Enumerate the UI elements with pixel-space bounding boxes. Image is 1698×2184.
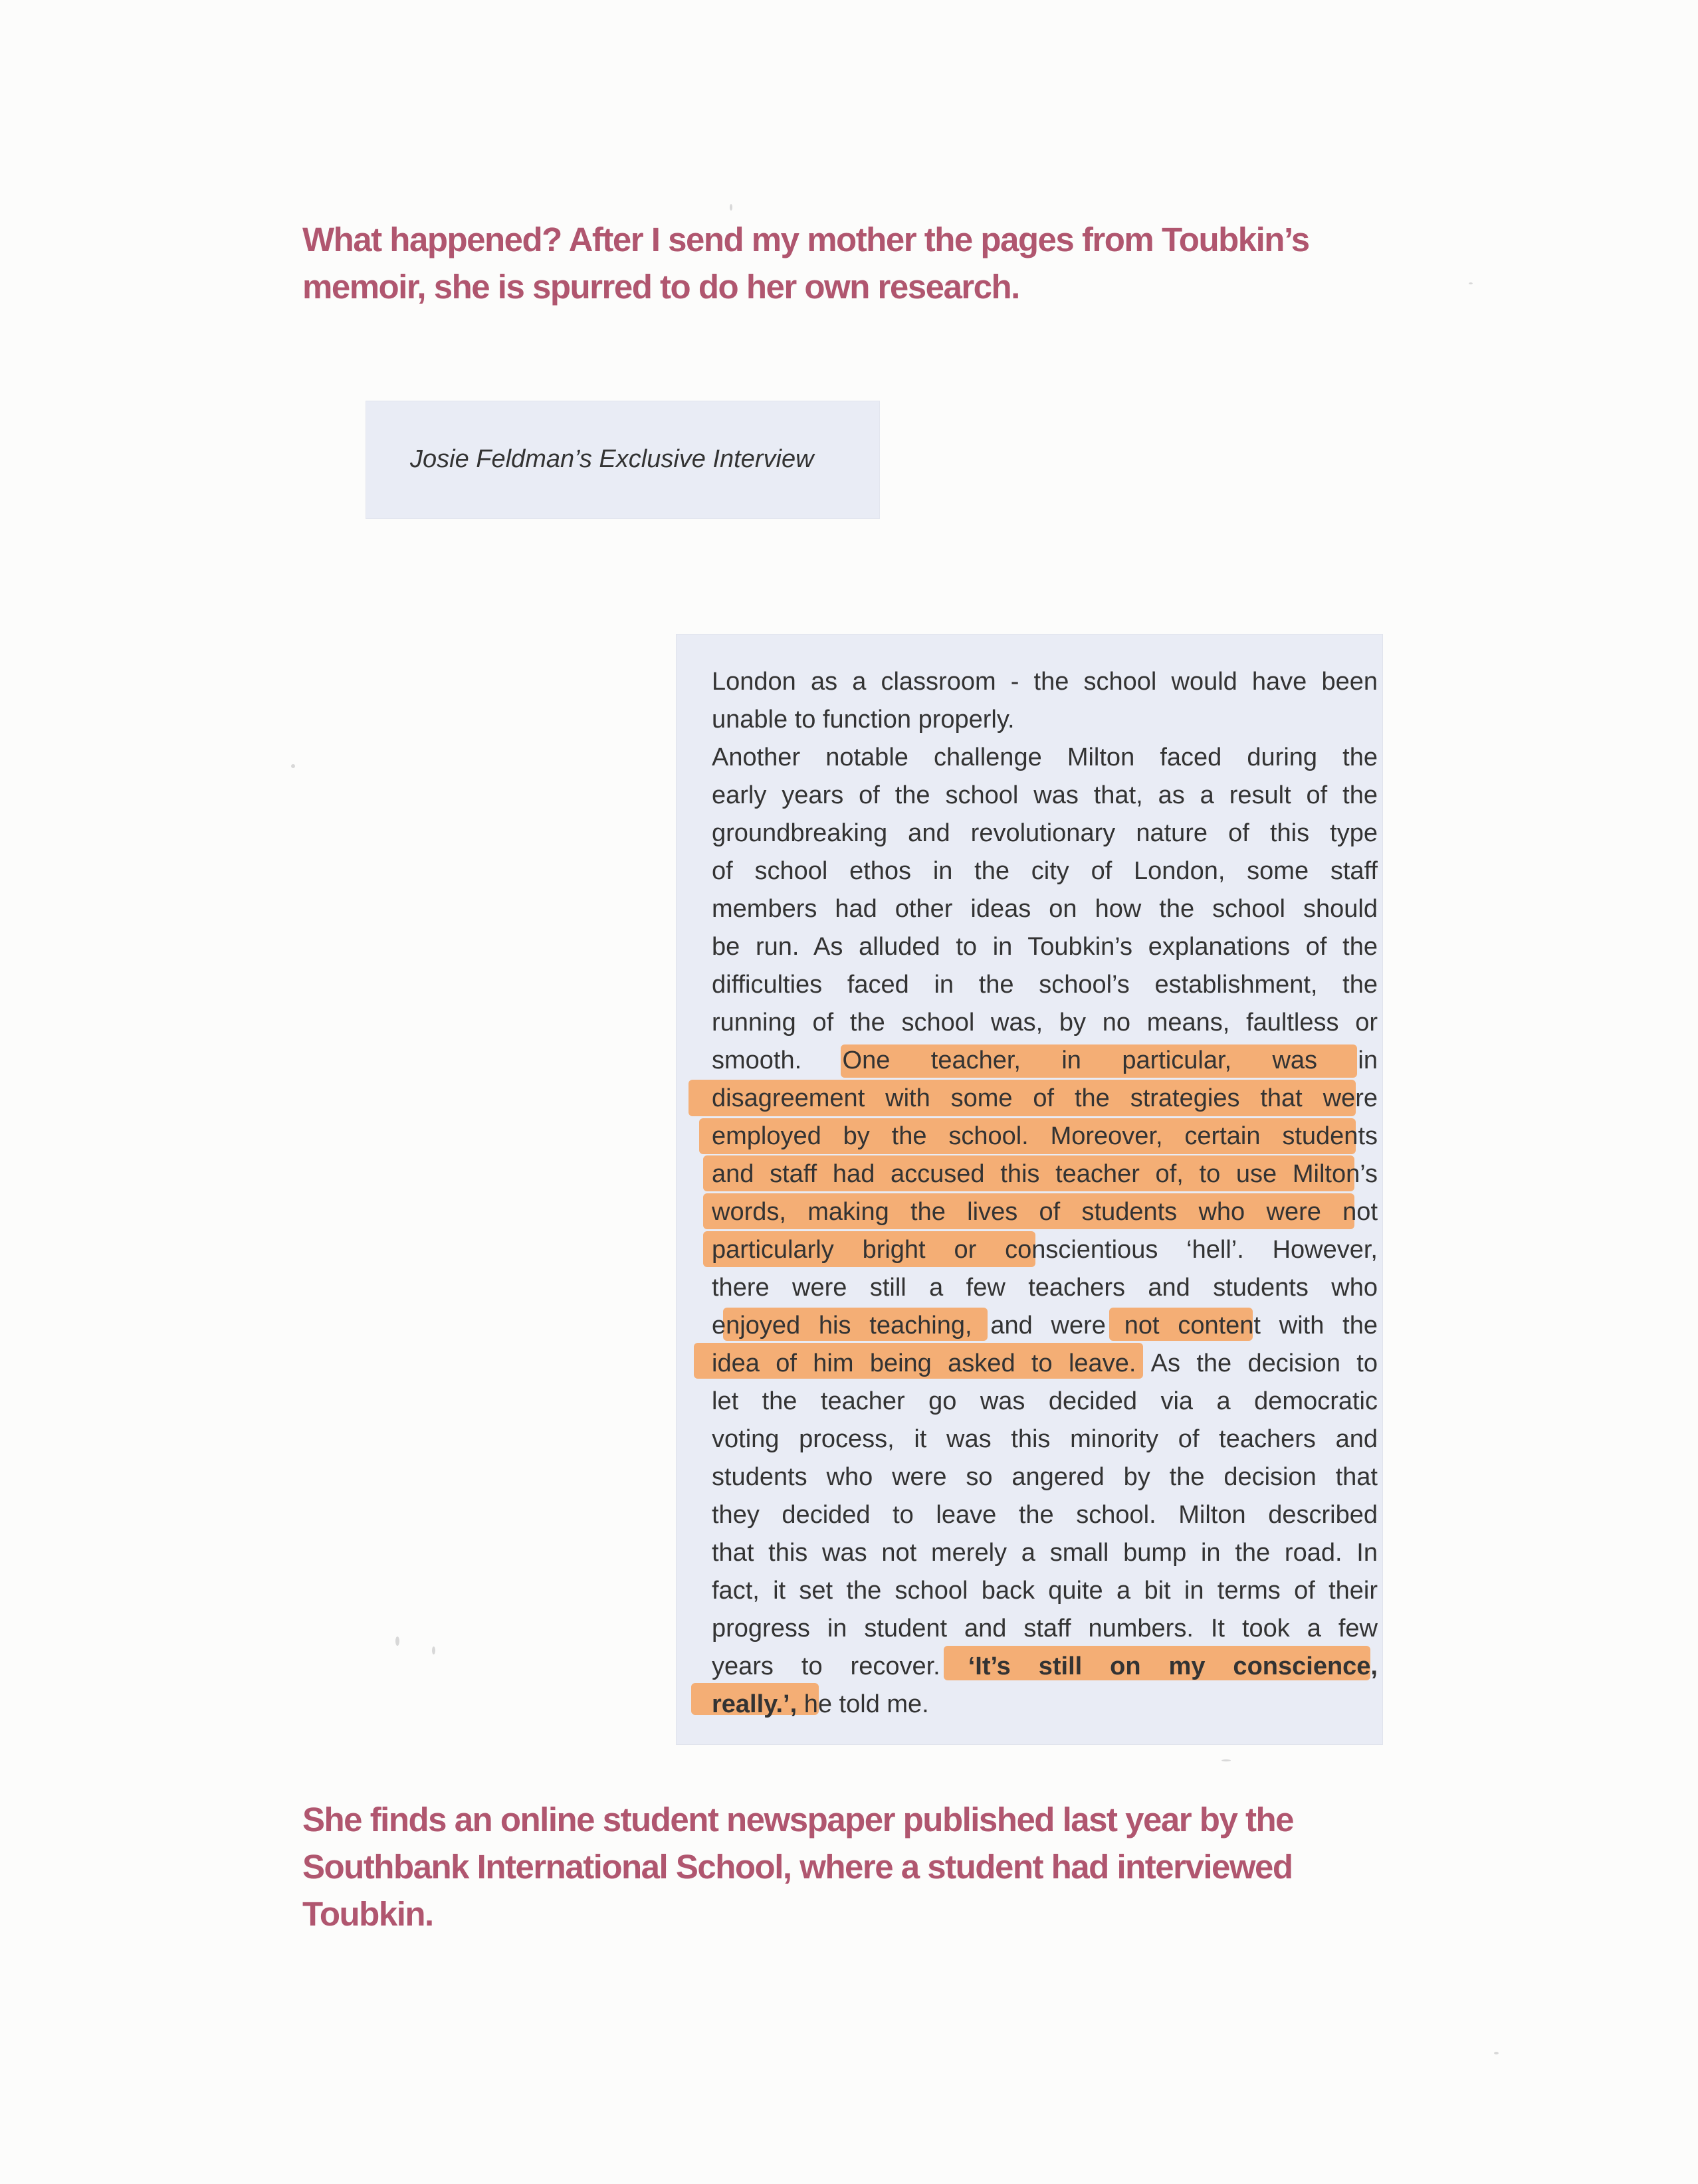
article-line: students who were so angered by the decision that xyxy=(712,1463,1378,1491)
intro-heading xyxy=(302,216,1309,310)
article-line: groundbreaking and revolutionary nature of this type xyxy=(712,819,1378,847)
article-clipping xyxy=(677,635,1382,1744)
article-line: that this was not merely a small bump in the road. In xyxy=(712,1539,1378,1567)
article-line: difficulties faced in the school’s establishment, the xyxy=(712,971,1378,999)
article-line: voting process, it was this minority of teachers and xyxy=(712,1425,1378,1453)
article-line: Another notable challenge Milton faced during the xyxy=(712,744,1378,771)
article-line: of school ethos in the city of London, some staff xyxy=(712,857,1378,885)
paper-speck xyxy=(1494,2052,1499,2054)
paper-speck xyxy=(1469,282,1473,284)
follow-up-heading xyxy=(302,1796,1293,1937)
paper-speck xyxy=(730,204,732,211)
article-line: employed by the school. Moreover, certain students xyxy=(712,1122,1378,1150)
article-line: there were still a few teachers and students who xyxy=(712,1274,1378,1302)
article-closing: he told me. xyxy=(797,1690,929,1718)
article-line: be run. As alluded to in Toubkin’s explanations of the xyxy=(712,933,1378,961)
article-line: let the teacher go was decided via a democratic xyxy=(712,1387,1378,1415)
article-line: progress in student and staff numbers. It took a few xyxy=(712,1615,1378,1642)
paper-speck xyxy=(395,1637,399,1646)
article-line: London as a classroom - the school would have been xyxy=(712,668,1378,696)
intro-heading-line: memoir, she is spurred to do her own research. xyxy=(302,268,1019,306)
article-line: early years of the school was that, as a result of the xyxy=(712,781,1378,809)
follow-up-heading-line: Southbank International School, where a student had interviewed xyxy=(302,1848,1293,1886)
highlighted-quote-end: really.’, xyxy=(712,1690,797,1718)
follow-up-heading-line: She finds an online student newspaper published last year by the xyxy=(302,1801,1293,1838)
article-line: running of the school was, by no means, faultless or xyxy=(712,1009,1378,1037)
paper-speck xyxy=(291,764,295,768)
clipping-title-text: Josie Feldman’s Exclusive Interview xyxy=(410,445,814,473)
article-line xyxy=(712,1648,1378,1686)
paper-speck xyxy=(1221,1759,1231,1761)
highlighted-quote: ‘It’s still on my conscience, xyxy=(968,1652,1378,1680)
paper-speck xyxy=(432,1646,435,1654)
article-line: and staff had accused this teacher of, to use Milton’s xyxy=(712,1160,1378,1188)
article-line: fact, it set the school back quite a bit in terms of their xyxy=(712,1577,1378,1605)
article-line: words, making the lives of students who were not xyxy=(712,1198,1378,1226)
article-line xyxy=(712,1686,1378,1724)
article-line: unable to function properly. xyxy=(712,706,1015,734)
article-line-lead: years to recover. xyxy=(712,1652,940,1680)
article-line: idea of him being asked to leave. As the decision to xyxy=(712,1349,1378,1377)
article-line: members had other ideas on how the school should xyxy=(712,895,1378,923)
intro-heading-line: What happened? After I send my mother the pages from Toubkin’s xyxy=(302,221,1309,258)
follow-up-heading-line: Toubkin. xyxy=(302,1895,433,1933)
clipping-title-strip xyxy=(366,401,879,518)
article-body xyxy=(712,663,1378,1724)
article-line: enjoyed his teaching, and were not content with the xyxy=(712,1312,1378,1340)
article-line: particularly bright or conscientious ‘hell’. However, xyxy=(712,1236,1378,1264)
article-line: smooth. One teacher, in particular, was in xyxy=(712,1046,1378,1074)
article-line: disagreement with some of the strategies that were xyxy=(712,1084,1378,1112)
article-line: they decided to leave the school. Milton described xyxy=(712,1501,1378,1529)
